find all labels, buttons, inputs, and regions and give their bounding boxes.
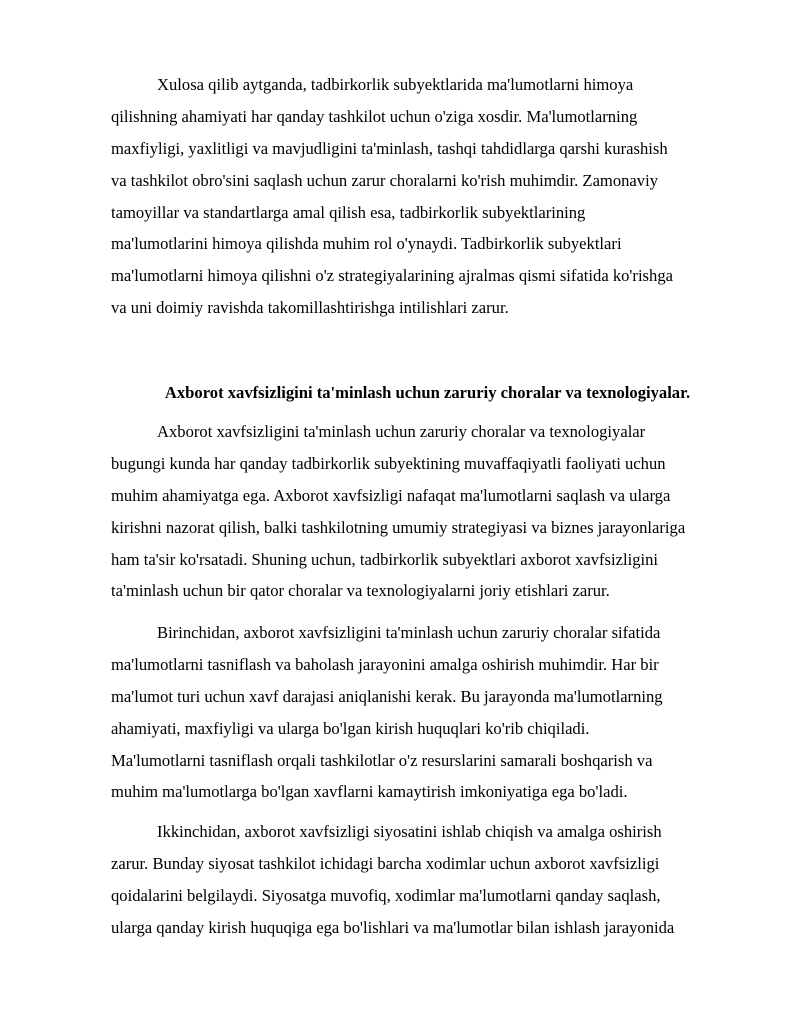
paragraph-first [111, 617, 751, 808]
text-line: ahamiyati, maxfiyligi va ularga bo'lgan kirish huquqlari ko'rib chiqiladi. [111, 718, 590, 738]
text-line: Birinchidan, axborot xavfsizligini ta'minlash uchun zaruriy choralar sifatida [157, 623, 661, 642]
text-line: qilishning ahamiyati har qanday tashkilot uchun o'ziga xosdir. Ma'lumotlarning [111, 106, 638, 126]
text-line: kirishni nazorat qilish, balki tashkilotning umumiy strategiyasi va biznes jarayonlariga [111, 517, 686, 537]
text-line: qoidalarini belgilaydi. Siyosatga muvofiq, xodimlar ma'lumotlarni qanday saqlash, [111, 885, 661, 905]
text-line: Axborot xavfsizligini ta'minlash uchun zaruriy choralar va texnologiyalar [157, 422, 646, 441]
text-line: muhim ahamiyatga ega. Axborot xavfsizligi nafaqat ma'lumotlarni saqlash va ularga [111, 485, 671, 505]
text-line: ularga qanday kirish huquqiga ega bo'lishlari va ma'lumotlar bilan ishlash jarayonida [111, 917, 675, 937]
text-line: tamoyillar va standartlarga amal qilish esa, tadbirkorlik subyektlarining [111, 202, 586, 222]
text-line: ham ta'sir ko'rsatadi. Shuning uchun, tadbirkorlik subyektlari axborot xavfsizligini [111, 549, 659, 569]
text-line: va tashkilot obro'sini saqlash uchun zarur choralarni ko'rish muhimdir. Zamonaviy [111, 170, 659, 190]
text-line: zarur. Bunday siyosat tashkilot ichidagi barcha xodimlar uchun axborot xavfsizligi [111, 853, 660, 873]
section-heading: Axborot xavfsizligini ta'minlash uchun zaruriy choralar va texnologiyalar. [164, 383, 691, 402]
text-line: maxfiyligi, yaxlitligi va mavjudligini ta'minlash, tashqi tahdidlarga qarshi kurashish [111, 138, 668, 158]
text-line: ta'minlash uchun bir qator choralar va texnologiyalarni joriy etishlari zarur. [111, 581, 610, 601]
paragraph-conclusion [111, 69, 751, 324]
text-line: ma'lumotlarni himoya qilishni o'z strategiyalarining ajralmas qismi sifatida ko'rishga [111, 266, 673, 286]
text-line: ma'lumotlarni tasniflash va baholash jarayonini amalga oshirish muhimdir. Har bir [111, 654, 659, 674]
text-line: bugungi kunda har qanday tadbirkorlik subyektining muvaffaqiyatli faoliyati uchun [111, 453, 666, 473]
paragraph-second [111, 816, 751, 944]
text-line: va uni doimiy ravishda takomillashtirishga intilishlari zarur. [111, 298, 509, 318]
paragraph-intro [111, 416, 751, 607]
text-line: muhim ma'lumotlarga bo'lgan xavflarni kamaytirish imkoniyatiga ega bo'ladi. [111, 782, 628, 802]
text-line: Ikkinchidan, axborot xavfsizligi siyosatini ishlab chiqish va amalga oshirish [157, 822, 662, 841]
text-line: ma'lumot turi uchun xavf darajasi aniqlanishi kerak. Bu jarayonda ma'lumotlarning [111, 686, 663, 706]
text-line: Xulosa qilib aytganda, tadbirkorlik subyektlarida ma'lumotlarni himoya [157, 75, 634, 94]
text-line: Ma'lumotlarni tasniflash orqali tashkilotlar o'z resurslarini samarali boshqarish va [111, 750, 653, 770]
text-line: ma'lumotlarini himoya qilishda muhim rol o'ynaydi. Tadbirkorlik subyektlari [111, 234, 622, 254]
